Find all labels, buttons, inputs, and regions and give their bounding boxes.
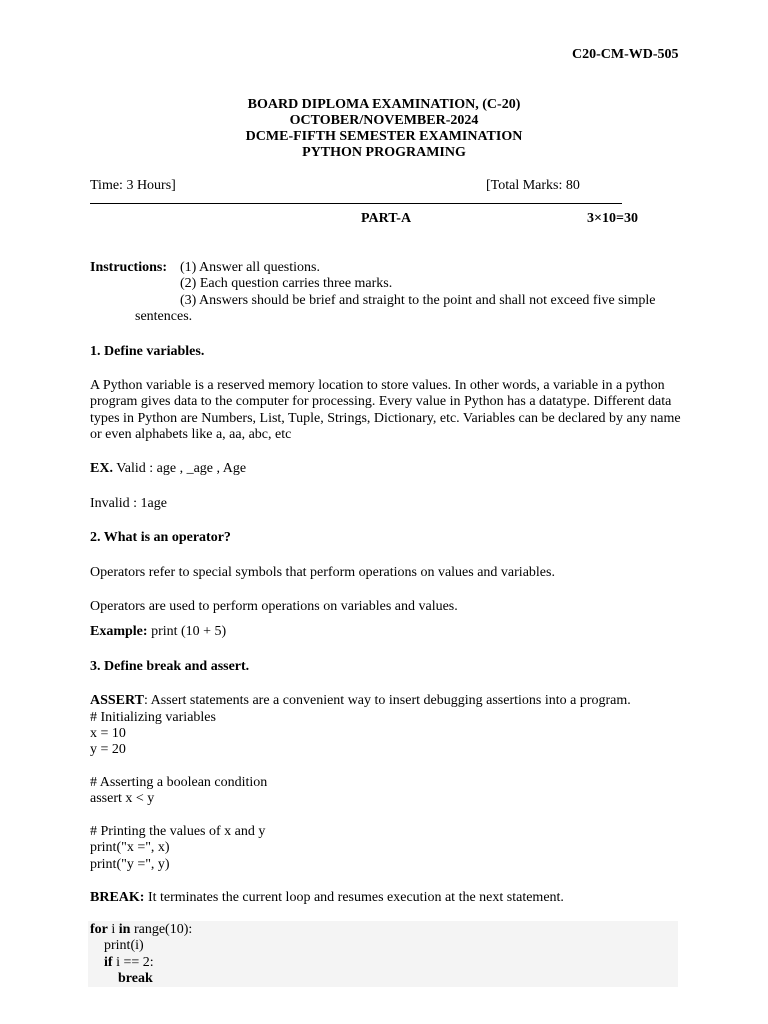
q2-example [90,624,226,640]
q3-break [90,890,564,906]
code-line: print("x =", x) [90,840,170,855]
code-line: # Initializing variables [90,710,216,725]
code-line: # Asserting a boolean condition [90,775,268,790]
header-divider [90,203,622,204]
code-token: i == 2: [112,955,154,970]
question-1-title: 1. Define variables. [90,344,205,359]
exam-title-line-3: DCME-FIFTH SEMESTER EXAMINATION [245,129,523,144]
q1-paragraph-line-2: program gives data to the computer for processing. Every value in Python has a datatype. Different data [90,394,672,409]
code-line [90,922,192,938]
code-line: print("y =", y) [90,857,170,872]
q1-example-label: EX. [90,461,113,476]
code-line: x = 10 [90,726,126,741]
q3-break-text: It terminates the current loop and resumes execution at the next statement. [144,890,564,905]
keyword-for: for [90,922,108,937]
instruction-item-3-continuation: sentences. [135,309,193,324]
q1-invalid: Invalid : 1age [90,496,167,511]
q1-paragraph-line-3: types in Python are Numbers, List, Tuple, Strings, Dictionary, etc. Variables can be declared by any name [90,411,681,426]
instruction-item-1: (1) Answer all questions. [180,260,320,275]
code-line: print(i) [104,938,144,953]
code-token: i [107,922,119,937]
exam-title-line-2: OCTOBER/NOVEMBER-2024 [289,113,479,128]
paper-code: C20-CM-WD-505 [572,47,679,62]
break-code-block [88,921,678,987]
q1-paragraph-line-4: or even alphabets like a, aa, abc, etc [90,427,292,442]
exam-title-line-1: BOARD DIPLOMA EXAMINATION, (C-20) [247,97,521,112]
q1-example-text: Valid : age , _age , Age [112,461,247,476]
code-token: range(10): [130,922,193,937]
part-marks: 3×10=30 [587,211,638,226]
q1-paragraph-line-1: A Python variable is a reserved memory location to store values. In other words, a variable in a python [90,378,665,393]
question-2-title: 2. What is an operator? [90,530,231,545]
keyword-if: if [104,955,113,970]
q2-line-1: Operators refer to special symbols that perform operations on values and variables. [90,565,555,580]
q1-example [90,461,246,477]
keyword-break: break [118,971,153,986]
code-line [104,955,154,971]
exam-title-line-4: PYTHON PROGRAMING [302,145,466,160]
keyword-in: in [118,922,131,937]
exam-total-marks: [Total Marks: 80 [486,178,580,193]
q2-example-label: Example: [90,624,148,639]
code-line: # Printing the values of x and y [90,824,266,839]
instruction-item-3: (3) Answers should be brief and straight to the point and shall not exceed five simple [180,293,656,308]
q3-assert-text: : Assert statements are a convenient way to insert debugging assertions into a program. [143,693,631,708]
q3-assert [90,693,631,709]
q3-break-label: BREAK: [90,890,145,905]
q2-example-text: print (10 + 5) [147,624,227,639]
q2-line-2: Operators are used to perform operations on variables and values. [90,599,458,614]
exam-time: Time: 3 Hours] [90,178,176,193]
code-line: y = 20 [90,742,126,757]
question-3-title: 3. Define break and assert. [90,659,250,674]
q3-assert-label: ASSERT [90,693,144,708]
instructions-label: Instructions: [90,260,168,275]
code-line: assert x < y [90,791,155,806]
instruction-item-2: (2) Each question carries three marks. [180,276,393,291]
part-label: PART-A [361,211,412,226]
